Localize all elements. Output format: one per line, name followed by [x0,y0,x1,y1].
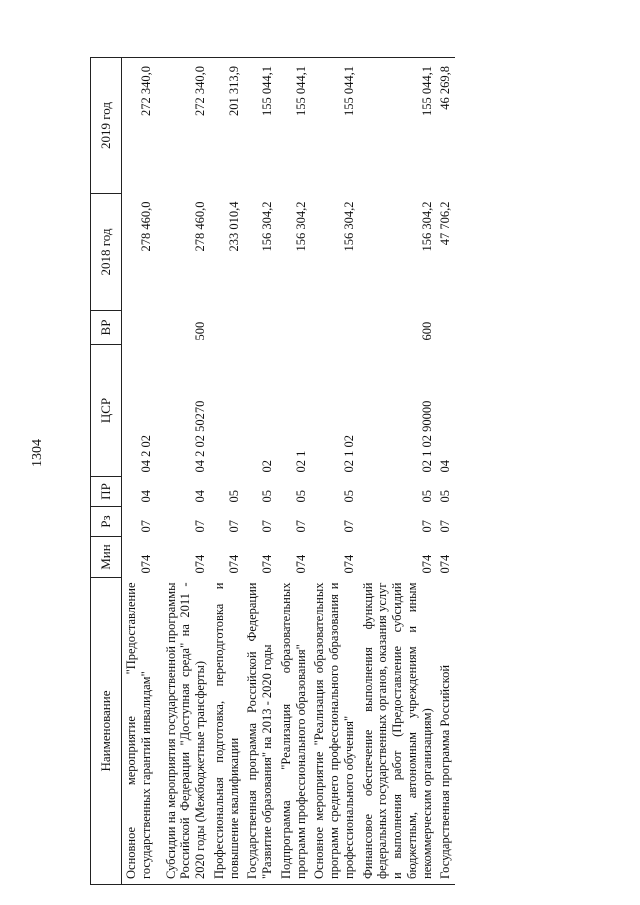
budget-table [90,57,455,885]
row-2019: 155 044,1 [243,58,277,194]
row-csr: 04 2 02 [138,435,153,473]
row-pr: 05 [438,490,453,503]
row-rz: 07 [226,520,241,533]
row-pr: 05 [260,490,274,503]
row-rz: 07 [260,520,274,533]
table-row [277,58,311,885]
row-2018: 156 304,2 [341,201,356,252]
row-vr: 500 [193,321,207,341]
row-pr: 04 [193,490,207,503]
header-2019: 2019 год [91,58,122,194]
row-pr: 05 [419,490,434,503]
header-2018: 2018 год [91,194,122,311]
row-2019: 201 313,9 [210,58,244,194]
row-vr [243,311,277,345]
row-rz: 07 [341,520,356,533]
row-name: Подпрограмма "Реализация образовательных программ профессионального образования" [277,578,311,885]
row-vr [122,311,156,345]
row-min: 074 [260,554,274,574]
table-row [436,58,455,885]
row-pr: 05 [293,490,308,503]
table-row [243,58,277,885]
row-2018: 156 304,2 [260,201,274,252]
row-2019: 155 044,1 [310,58,358,194]
table-row [310,58,358,885]
row-csr [210,345,244,477]
row-csr: 04 2 02 50270 [193,400,207,473]
row-rz: 07 [419,520,434,533]
page-number: 1304 [30,439,45,467]
rotated-table-container [90,58,602,885]
header-name: Наименование [91,578,122,885]
row-name: Профессиональная подготовка, переподготовка и повышение квалификации [210,578,244,885]
row-name: Финансовое обеспечение выполнения функций федеральных государственных органов, оказания услуг и выполнения работ (Предоставление субсидий бюджетным, автономным учреждениям и иным некоммерческим организациям) [359,578,437,885]
row-min: 074 [293,554,308,574]
row-2018: 233 010,4 [226,201,241,252]
table-row [210,58,244,885]
header-vr: ВР [91,311,122,345]
row-vr [436,311,455,345]
row-2019: 272 340,0 [156,58,210,194]
row-name: Субсидии на мероприятия государственной программы Российской Федерации "Доступная среда" на 2011 - 2020 годы (Межбюджетные трансферты) [156,578,210,885]
row-min: 074 [438,554,453,574]
row-2018: 156 304,2 [419,201,434,252]
table-header-row [91,58,122,885]
row-name: Основное мероприятие "Реализация образовательных программ среднего профессионального образования и профессионального обучения" [310,578,358,885]
row-rz: 07 [193,520,207,533]
row-csr: 02 [260,460,274,473]
row-vr [310,311,358,345]
row-vr [210,311,244,345]
row-min: 074 [138,554,153,574]
row-2018: 278 460,0 [193,201,207,252]
row-csr: 04 [438,460,453,473]
row-2019: 155 044,1 [277,58,311,194]
row-pr: 05 [341,490,356,503]
row-2019: 46 269,8 [436,58,455,194]
header-pr: ПР [91,477,122,507]
row-2019: 155 044,1 [359,58,437,194]
row-csr: 02 1 02 90000 [419,400,434,473]
table-row [359,58,437,885]
header-rz: Рз [91,507,122,537]
row-name: Основное мероприятие "Предоставление государственных гарантий инвалидам" [122,578,156,885]
row-vr: 600 [419,321,434,341]
header-csr: ЦСР [91,345,122,477]
row-rz: 07 [293,520,308,533]
row-csr: 02 1 02 [341,435,356,473]
row-min: 074 [419,554,434,574]
row-csr: 02 1 [293,450,308,473]
row-rz: 07 [438,520,453,533]
row-pr: 04 [138,490,153,503]
row-min: 074 [193,554,207,574]
row-2018: 278 460,0 [138,201,153,252]
row-name: Государственная программа Российской Федерации "Развитие образования" на 2013 - 2020 годы [243,578,277,885]
row-rz: 07 [138,520,153,533]
row-2018: 156 304,2 [293,201,308,252]
row-2018: 47 706,2 [438,201,453,246]
row-vr [277,311,311,345]
row-min: 074 [226,554,241,574]
header-min: Мин [91,537,122,578]
row-pr: 05 [226,490,241,503]
row-name: Государственная программа Российской [436,578,455,885]
table-row [156,58,210,885]
row-2019: 272 340,0 [122,58,156,194]
row-min: 074 [341,554,356,574]
table-row [122,58,156,885]
